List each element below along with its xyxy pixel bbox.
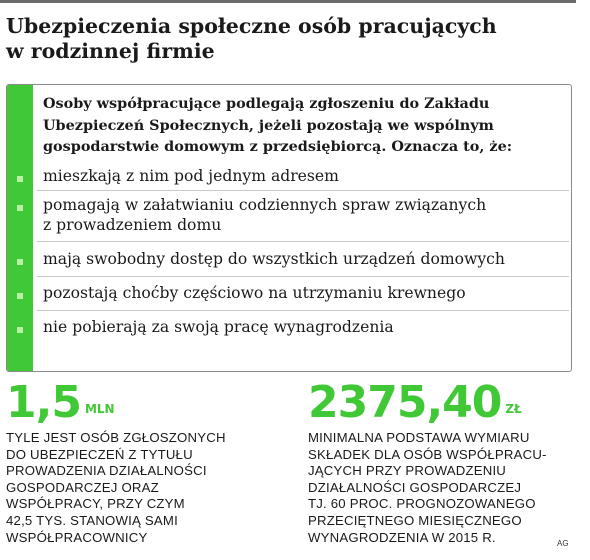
stat-block-minimum-base: [308, 378, 578, 546]
stat-description-line: JĄCYCH PRZY PROWADZENIU: [308, 463, 507, 479]
list-item-line: mieszkają z nim pod jednym adresem: [43, 167, 339, 185]
list-item-text: [43, 317, 563, 337]
stat-description-line: MINIMALNA PODSTAWA WYMIARU: [308, 430, 530, 445]
stat-description-line: SKŁADEK DLA OSÓB WSPÓŁPRACU-: [308, 446, 547, 462]
list-item-text: [43, 283, 563, 303]
stat-description-line: TYLE JEST OSÓB ZGŁOSZONYCH: [6, 430, 226, 445]
list-item-text: [43, 195, 563, 235]
list-item-line: nie pobierają za swoją pracę wynagrodzenia: [43, 318, 394, 336]
list-item-line: z prowadzeniem domu: [43, 216, 222, 234]
stat-description-line: WYNAGRODZENIA W 2015 R.: [308, 529, 496, 545]
bullet-square-icon: [17, 293, 23, 299]
stat-number: 2375,40: [308, 377, 502, 428]
stat-description-line: GOSPODARCZEJ ORAZ: [6, 479, 159, 495]
list-item-line: pomagają w załatwianiu codziennych spraw związanych: [43, 196, 487, 214]
divider: [37, 310, 569, 311]
stat-block-insured-count: [6, 378, 276, 546]
stat-description-line: TJ. 60 PROC. PROGNOZOWANEGO: [308, 496, 536, 512]
info-box: [6, 84, 572, 372]
credit: AG: [557, 539, 569, 548]
stat-number: 1,5: [6, 377, 81, 428]
bullet-square-icon: [17, 205, 23, 211]
stat-unit: MLN: [84, 402, 115, 416]
stat-description: [308, 430, 578, 546]
stat-description-line: WSPÓŁPRACY, PRZY CZYM: [6, 496, 185, 512]
stat-unit: ZŁ: [505, 402, 522, 416]
stat-description-line: PRZECIĘTNEGO MIESIĘCZNEGO: [308, 512, 522, 528]
headline-line-1: Ubezpieczenia społeczne osób pracujących: [6, 14, 497, 38]
list-item-text: [43, 249, 563, 269]
stat-description: [6, 430, 276, 546]
intro-line: Osoby współpracujące podlegają zgłoszeniu do Zakładu: [43, 95, 490, 112]
headline: [6, 14, 566, 64]
bullet-square-icon: [17, 327, 23, 333]
stat-figure: [6, 378, 276, 428]
intro-line: Ubezpieczeń Społecznych, jeżeli pozostają we wspólnym: [43, 116, 494, 134]
stat-description-line: WSPÓŁPRACOWNICY: [6, 529, 148, 545]
intro-line: gospodarstwie domowym z przedsiębiorcą. Oznacza to, że:: [43, 138, 513, 155]
divider: [37, 241, 569, 242]
bullet-square-icon: [17, 259, 23, 265]
list-item-line: pozostają choćby częściowo na utrzymaniu krewnego: [43, 284, 466, 302]
divider: [37, 190, 569, 191]
list-item-line: mają swobodny dostęp do wszystkich urządzeń domowych: [43, 250, 505, 268]
info-box-intro: [43, 93, 567, 158]
top-rule: [0, 0, 576, 3]
divider: [37, 276, 569, 277]
stat-description-line: 42,5 TYS. STANOWIĄ SAMI: [6, 512, 178, 528]
stat-description-line: PROWADZENIA DZIAŁALNOŚCI: [6, 463, 207, 479]
headline-line-2: w rodzinnej firmie: [6, 39, 215, 63]
stat-description-line: DO UBEZPIECZEŃ Z TYTUŁU: [6, 446, 193, 462]
bullet-square-icon: [17, 176, 23, 182]
list-item-text: [43, 166, 563, 186]
stat-figure: [308, 378, 578, 428]
stat-description-line: DZIAŁALNOŚCI GOSPODARCZEJ: [308, 479, 522, 495]
